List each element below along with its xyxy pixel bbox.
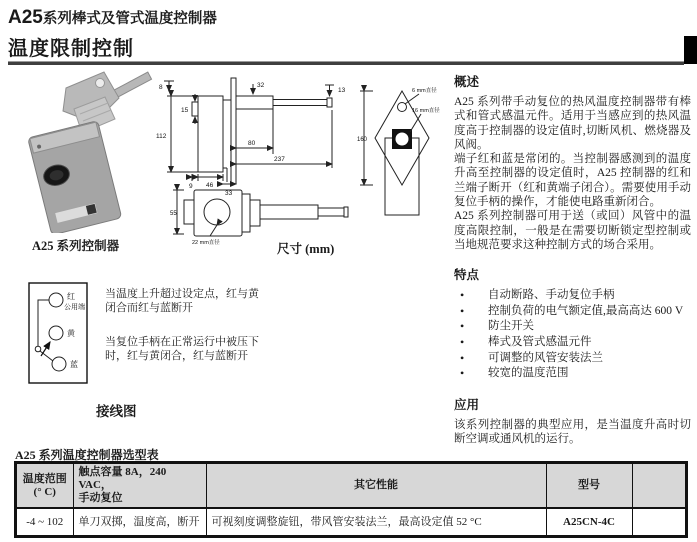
- dim-dia22: 22 mm直径: [192, 240, 220, 246]
- flange-hole: [96, 79, 105, 88]
- terminal-yellow-label: 黄: [67, 329, 75, 338]
- document-title: [8, 7, 217, 29]
- feature-item: • 控制负荷的电气额定值,最高高达 600 V: [454, 304, 691, 320]
- dim-9: 9: [189, 183, 193, 190]
- dim-112: 112: [156, 133, 167, 140]
- dim-46: 46: [206, 182, 214, 189]
- dim-32: 32: [257, 82, 265, 89]
- feature-item: • 可调整的风管安装法兰: [454, 351, 691, 367]
- features-heading: 特点: [454, 268, 480, 283]
- selection-table: [15, 462, 687, 537]
- dimension-drawing-front: [170, 184, 355, 246]
- dim-8: 8: [159, 84, 163, 91]
- dim-15: 15: [181, 107, 189, 114]
- wiring-diagram: [26, 280, 111, 388]
- cell-contact-type: 单刀双掷，温度高，断开: [73, 508, 206, 536]
- wiring-note-overtemp: 当温度上升超过设定点，红与黄闭合而红与蓝断开: [105, 288, 259, 314]
- dim-80: 80: [248, 140, 256, 147]
- cell-other-features: 可视刻度调整旋钮，带风管安装法兰，最高设定值 52 °C: [206, 508, 546, 536]
- dim-55: 55: [170, 211, 177, 217]
- section-title: 温度限制控制: [8, 38, 134, 60]
- page-edge-black-tab: [684, 36, 697, 64]
- features-list: [454, 288, 691, 382]
- feature-item: • 棒式及管式感温元件: [454, 335, 691, 351]
- dim-dia6: 6 mm直径: [412, 88, 437, 94]
- feature-item: • 自动断路、手动复位手柄: [454, 288, 691, 304]
- selection-table-title: A25 系列温度控制器选型表: [15, 448, 159, 462]
- terminal-common-label: 公用端: [64, 304, 85, 311]
- terminal-blue-label: 蓝: [70, 360, 78, 369]
- terminal-red-label: 红: [67, 292, 75, 301]
- product-photo: [16, 70, 164, 233]
- feature-item: • 防尘开关: [454, 319, 691, 335]
- header-contact-rating: 触点容量 8A，240 VAC， 手动复位: [73, 463, 206, 508]
- header-model: 型号: [546, 463, 632, 508]
- document-title-text: 系列棒式及管式温度控制器: [42, 11, 217, 27]
- table-row: [16, 508, 686, 536]
- right-column: [454, 72, 691, 446]
- dimensions-caption: 尺寸 (mm): [277, 242, 335, 256]
- cell-temp-range: -4 ~ 102: [16, 508, 73, 536]
- application-heading: 应用: [454, 397, 480, 412]
- wiring-caption: 接线图: [96, 404, 137, 419]
- overview-heading: 概述: [454, 75, 480, 89]
- wiring-note-reset: 当复位手柄在正常运行中被压下时，红与黄闭合，红与蓝断开: [105, 336, 259, 362]
- overview-paragraph-3: A25 系列控制器可用于送（或回）风管中的温度高限控制，一般是在需要切断锁定型控制或当地规范要求这种控制方式的场合采用。: [454, 210, 691, 251]
- overview-paragraph-2: 端子红和蓝是常闭的。当控制器感测到的温度升高至控制器的设定值时，A25 控制器的红和兰端子断开（红和黄端子闭合）。需要使用手动复位手柄的操作，才能使电路重新闭合。: [454, 153, 691, 209]
- dimension-drawing-flange: [357, 83, 447, 231]
- header-empty: [632, 463, 686, 508]
- application-text: 该系列控制器的典型应用，是当温度升高时切断空调或通风机的运行。: [454, 418, 691, 446]
- dim-33: 33: [225, 190, 233, 197]
- photo-caption: A25 系列控制器: [32, 239, 120, 253]
- cell-empty: [632, 508, 686, 536]
- overview-paragraph-1: A25 系列带手动复位的热风温度控制器带有棒式和管式感温元件。适用于当感应到的热风温度高于控制器的设定值时,切断风机、燃烧器及风阀。: [454, 96, 691, 151]
- dim-160: 160: [357, 137, 368, 143]
- controller-body: [28, 121, 122, 233]
- table-header-row: [16, 463, 686, 508]
- header-other-features: 其它性能: [206, 463, 546, 508]
- cell-model: A25CN-4C: [546, 508, 632, 536]
- dim-13: 13: [338, 87, 346, 94]
- feature-item: • 较宽的温度范围: [454, 366, 691, 382]
- header-temp-range: 温度范围 (° C): [16, 463, 73, 508]
- dim-237: 237: [274, 156, 285, 163]
- document-title-series: A25: [8, 7, 43, 28]
- dim-dia16: 16 mm直径: [412, 108, 440, 114]
- header-rule: [8, 61, 684, 65]
